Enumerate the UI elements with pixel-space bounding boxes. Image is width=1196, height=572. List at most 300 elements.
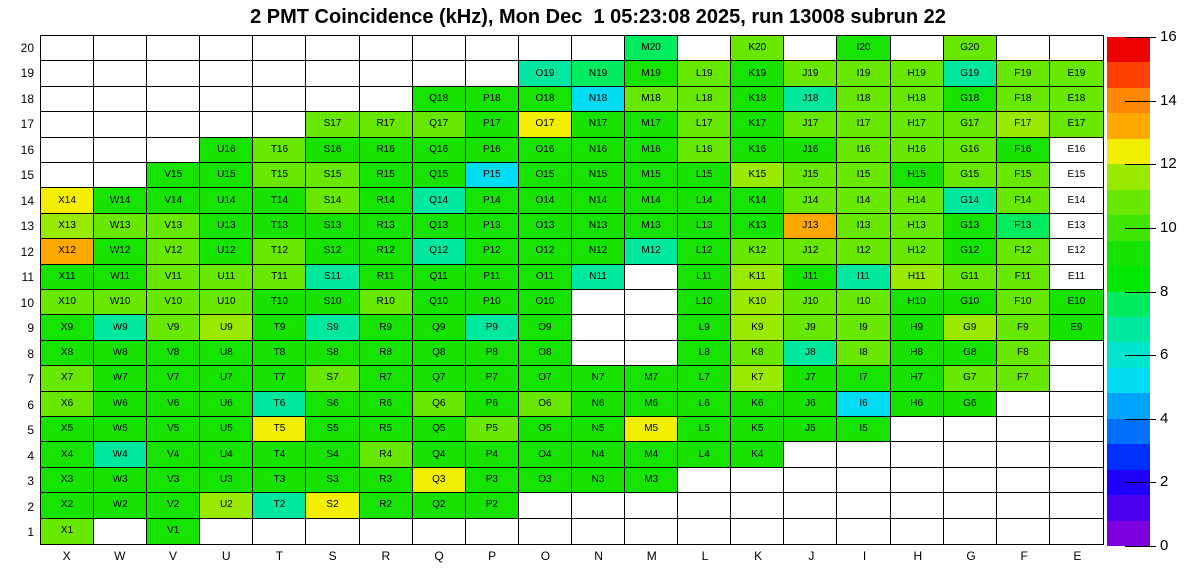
cell-label: F18 <box>1014 92 1032 104</box>
heatmap-cell <box>1050 112 1103 137</box>
heatmap-cell <box>784 87 837 112</box>
heatmap-cell <box>253 417 306 442</box>
cell-label: O6 <box>538 397 552 409</box>
heatmap-cell <box>519 366 572 391</box>
heatmap-cell <box>944 265 997 290</box>
heatmap-cell <box>731 112 784 137</box>
heatmap-cell <box>572 417 625 442</box>
cell-label: L7 <box>698 372 710 384</box>
col-label: N <box>594 549 603 563</box>
heatmap-cell <box>1050 468 1103 493</box>
heatmap-cell <box>360 417 413 442</box>
cell-label: E14 <box>1067 194 1086 206</box>
cell-label: R16 <box>376 143 395 155</box>
heatmap-cell <box>784 138 837 163</box>
heatmap-cell <box>360 112 413 137</box>
cell-label: I12 <box>856 245 871 257</box>
cell-label: U10 <box>217 296 236 308</box>
heatmap-cell <box>837 36 890 61</box>
cell-label: K5 <box>751 423 764 435</box>
heatmap-cell <box>784 188 837 213</box>
heatmap-cell <box>944 315 997 340</box>
heatmap-cell <box>1050 36 1103 61</box>
cell-label: R14 <box>376 194 395 206</box>
heatmap-cell <box>466 36 519 61</box>
row-label: 7 <box>27 372 34 387</box>
cell-label: X3 <box>60 473 74 485</box>
cell-label: E9 <box>1070 321 1083 333</box>
cell-label: J16 <box>802 143 819 155</box>
cell-label: T11 <box>271 270 288 282</box>
col-label: T <box>275 549 284 563</box>
heatmap-cell <box>678 138 731 163</box>
heatmap-cell <box>41 519 94 544</box>
cell-label: O11 <box>535 270 555 282</box>
heatmap-cell <box>41 163 94 188</box>
cell-label: K18 <box>748 92 767 104</box>
cell-label: K14 <box>748 194 767 206</box>
heatmap-cell <box>147 392 200 417</box>
cell-label: J10 <box>802 296 819 308</box>
heatmap-cell <box>466 214 519 239</box>
cell-label: Q16 <box>429 143 449 155</box>
heatmap-cell <box>200 239 253 264</box>
cell-label: S13 <box>323 219 342 231</box>
cell-label: N12 <box>588 245 608 257</box>
heatmap-cell <box>572 214 625 239</box>
heatmap-cell <box>360 138 413 163</box>
heatmap-cell <box>784 36 837 61</box>
col-label: H <box>913 549 923 563</box>
cell-label: M5 <box>644 423 659 435</box>
cell-label: F15 <box>1014 169 1032 181</box>
cell-label: R4 <box>379 448 393 460</box>
cell-label: F10 <box>1014 296 1032 308</box>
heatmap-cell <box>678 61 731 86</box>
heatmap-cell <box>306 519 359 544</box>
cell-label: I19 <box>856 67 871 79</box>
heatmap-cell <box>466 138 519 163</box>
colorbar-tick-label: 10 <box>1160 218 1177 236</box>
heatmap-cell <box>891 315 944 340</box>
cell-label: V13 <box>164 219 183 231</box>
heatmap-cell <box>997 392 1050 417</box>
cell-label: W9 <box>112 321 128 333</box>
colorbar-band <box>1107 317 1150 342</box>
cell-label: N5 <box>591 423 605 435</box>
heatmap-cell <box>837 214 890 239</box>
row-label: 9 <box>27 321 34 336</box>
heatmap-cell <box>784 442 837 467</box>
cell-label: T2 <box>273 499 286 511</box>
heatmap-cell <box>466 315 519 340</box>
heatmap-cell <box>891 239 944 264</box>
cell-label: T9 <box>273 321 286 333</box>
cell-label: T8 <box>273 346 286 358</box>
heatmap-cell <box>200 468 253 493</box>
cell-label: K8 <box>751 346 764 358</box>
heatmap-cell <box>572 188 625 213</box>
heatmap-cell <box>1050 214 1103 239</box>
cell-label: Q7 <box>432 372 446 384</box>
cell-label: K15 <box>748 169 767 181</box>
cell-label: I16 <box>856 143 871 155</box>
heatmap-cell <box>360 239 413 264</box>
heatmap-cell <box>253 61 306 86</box>
cell-label: O19 <box>535 67 555 79</box>
heatmap-cell <box>519 214 572 239</box>
colorbar-band <box>1107 62 1150 87</box>
heatmap-cell <box>944 61 997 86</box>
cell-label: P8 <box>485 346 498 358</box>
heatmap-cell <box>625 392 678 417</box>
heatmap-cell <box>94 442 147 467</box>
cell-label: S6 <box>326 397 339 409</box>
cell-label: N3 <box>591 473 605 485</box>
col-label: K <box>754 549 763 563</box>
cell-label: W7 <box>112 372 128 384</box>
cell-label: M12 <box>641 245 661 257</box>
heatmap-cell <box>519 290 572 315</box>
cell-label: O18 <box>535 92 555 104</box>
heatmap-cell <box>147 61 200 86</box>
cell-label: T10 <box>270 296 289 308</box>
heatmap-cell <box>306 87 359 112</box>
cell-label: J5 <box>805 423 816 435</box>
heatmap-cell <box>944 519 997 544</box>
colorbar-band <box>1107 113 1150 138</box>
heatmap-cell <box>200 112 253 137</box>
colorbar-tick-label: 8 <box>1160 282 1169 300</box>
heatmap-cell <box>678 112 731 137</box>
cell-label: R10 <box>376 296 395 308</box>
cell-label: F14 <box>1014 194 1032 206</box>
col-label: L <box>701 549 709 563</box>
cell-label: G12 <box>960 245 980 257</box>
heatmap-cell <box>891 366 944 391</box>
heatmap-cell <box>837 468 890 493</box>
cell-label: X10 <box>58 296 76 308</box>
cell-label: W5 <box>112 423 128 435</box>
cell-label: Q18 <box>429 92 449 104</box>
colorbar-band <box>1107 190 1150 215</box>
heatmap-cell <box>891 163 944 188</box>
cell-label: H10 <box>907 296 926 308</box>
heatmap-cell <box>678 366 731 391</box>
heatmap-cell <box>678 87 731 112</box>
heatmap-cell <box>944 163 997 188</box>
cell-label: G8 <box>963 346 977 358</box>
cell-label: I8 <box>859 346 868 358</box>
heatmap-cell <box>891 519 944 544</box>
cell-label: H11 <box>907 270 926 282</box>
heatmap-cell <box>413 493 466 518</box>
colorbar-tick <box>1125 355 1156 356</box>
cell-label: L6 <box>698 397 710 409</box>
cell-label: J13 <box>802 219 819 231</box>
heatmap-cell <box>837 519 890 544</box>
heatmap-cell <box>944 36 997 61</box>
cell-label: R2 <box>379 499 393 511</box>
heatmap-cell <box>306 239 359 264</box>
cell-label: H18 <box>907 92 926 104</box>
cell-label: O12 <box>535 245 555 257</box>
heatmap-cell <box>944 138 997 163</box>
col-label: X <box>62 549 71 563</box>
heatmap-cell <box>678 315 731 340</box>
colorbar-band <box>1107 419 1150 444</box>
cell-label: M7 <box>644 372 659 384</box>
cell-label: R13 <box>376 219 395 231</box>
heatmap-cell <box>625 188 678 213</box>
heatmap-cell <box>466 341 519 366</box>
heatmap-cell <box>625 417 678 442</box>
heatmap-cell <box>731 214 784 239</box>
heatmap-cell <box>625 468 678 493</box>
row-label: 2 <box>27 499 34 514</box>
heatmap-cell <box>519 239 572 264</box>
cell-label: S5 <box>326 423 339 435</box>
heatmap-cell <box>519 417 572 442</box>
cell-label: S7 <box>326 372 339 384</box>
cell-label: L10 <box>695 296 713 308</box>
cell-label: W13 <box>109 219 131 231</box>
heatmap-cell <box>572 519 625 544</box>
cell-label: S17 <box>323 118 342 130</box>
heatmap-cell <box>572 36 625 61</box>
heatmap-cell <box>731 315 784 340</box>
col-label: U <box>221 549 231 563</box>
colorbar-band <box>1107 393 1150 418</box>
heatmap-cell <box>306 214 359 239</box>
cell-label: T6 <box>273 397 286 409</box>
cell-label: E16 <box>1067 143 1086 155</box>
heatmap-cell <box>1050 366 1103 391</box>
heatmap-cell <box>306 315 359 340</box>
heatmap-cell <box>572 163 625 188</box>
heatmap-cell <box>94 366 147 391</box>
cell-label: T13 <box>270 219 289 231</box>
cell-label: I18 <box>856 92 871 104</box>
heatmap-cell <box>572 468 625 493</box>
heatmap-cell <box>360 366 413 391</box>
heatmap-cell <box>41 265 94 290</box>
cell-label: J17 <box>802 118 819 130</box>
heatmap-cell <box>41 239 94 264</box>
cell-label: K6 <box>751 397 764 409</box>
cell-label: N19 <box>588 67 608 79</box>
cell-label: N13 <box>588 219 608 231</box>
cell-label: M18 <box>641 92 661 104</box>
cell-label: Q6 <box>432 397 446 409</box>
cell-label: E12 <box>1067 245 1086 257</box>
heatmap-cell <box>147 290 200 315</box>
heatmap-cell <box>519 493 572 518</box>
heatmap-cell <box>41 214 94 239</box>
cell-label: H7 <box>910 372 924 384</box>
heatmap-cell <box>306 468 359 493</box>
heatmap-cell <box>997 214 1050 239</box>
heatmap-cell <box>891 61 944 86</box>
cell-label: O15 <box>535 169 555 181</box>
cell-label: X12 <box>58 245 76 257</box>
heatmap-cell <box>306 36 359 61</box>
cell-label: I10 <box>856 296 871 308</box>
heatmap-cell <box>360 61 413 86</box>
heatmap-cell <box>94 87 147 112</box>
col-label: Q <box>434 549 444 563</box>
heatmap-cell <box>731 366 784 391</box>
heatmap-cell <box>41 87 94 112</box>
cell-label: T16 <box>270 143 289 155</box>
cell-label: P3 <box>485 473 498 485</box>
cell-label: G18 <box>960 92 980 104</box>
cell-label: W10 <box>109 296 131 308</box>
heatmap-cell <box>41 493 94 518</box>
heatmap-cell <box>731 341 784 366</box>
cell-label: P17 <box>482 118 501 130</box>
cell-label: X8 <box>60 346 74 358</box>
heatmap-cell <box>466 163 519 188</box>
cell-label: I15 <box>856 169 871 181</box>
heatmap-cell <box>306 163 359 188</box>
heatmap-cell <box>41 468 94 493</box>
heatmap-cell <box>413 214 466 239</box>
heatmap-cell <box>625 87 678 112</box>
heatmap-cell <box>572 341 625 366</box>
heatmap-cell <box>306 188 359 213</box>
cell-label: L4 <box>698 448 710 460</box>
heatmap-cell <box>306 392 359 417</box>
heatmap-cell <box>572 366 625 391</box>
heatmap-cell <box>837 138 890 163</box>
cell-label: V5 <box>167 423 180 435</box>
heatmap-cell <box>731 87 784 112</box>
heatmap-cell <box>94 112 147 137</box>
col-label: F <box>1020 549 1028 563</box>
cell-label: I9 <box>859 321 868 333</box>
cell-label: J6 <box>805 397 816 409</box>
heatmap-cell <box>891 188 944 213</box>
heatmap-cell <box>678 392 731 417</box>
heatmap-cell <box>253 138 306 163</box>
cell-label: U9 <box>219 321 233 333</box>
row-label: 8 <box>27 346 34 361</box>
cell-label: M6 <box>644 397 659 409</box>
heatmap-cell <box>1050 61 1103 86</box>
cell-label: J11 <box>802 270 819 282</box>
cell-label: U3 <box>219 473 233 485</box>
heatmap-cell <box>360 442 413 467</box>
heatmap-cell <box>625 138 678 163</box>
heatmap-cell <box>891 290 944 315</box>
colorbar-band <box>1107 292 1150 317</box>
cell-label: S9 <box>326 321 339 333</box>
cell-label: J14 <box>802 194 819 206</box>
cell-label: S11 <box>324 270 342 282</box>
heatmap-cell <box>253 519 306 544</box>
heatmap-cell <box>466 417 519 442</box>
colorbar-tick-label: 16 <box>1160 28 1177 45</box>
heatmap-cell <box>413 468 466 493</box>
heatmap-cell <box>200 493 253 518</box>
heatmap-cell <box>997 519 1050 544</box>
cell-label: V3 <box>167 473 180 485</box>
col-label: E <box>1073 549 1082 563</box>
heatmap-cell <box>1050 239 1103 264</box>
cell-label: X4 <box>60 448 74 460</box>
heatmap-cell <box>678 188 731 213</box>
heatmap-cell <box>94 239 147 264</box>
heatmap-cell <box>253 87 306 112</box>
heatmap-cell <box>837 417 890 442</box>
cell-label: V7 <box>167 372 180 384</box>
heatmap-cell <box>784 493 837 518</box>
heatmap-cell <box>678 468 731 493</box>
heatmap-cell <box>625 290 678 315</box>
cell-label: V10 <box>164 296 183 308</box>
cell-label: Q17 <box>429 118 449 130</box>
heatmap-cell <box>944 341 997 366</box>
cell-label: I14 <box>856 194 871 206</box>
heatmap-cell <box>94 315 147 340</box>
heatmap-cell <box>572 112 625 137</box>
heatmap-cell <box>891 493 944 518</box>
heatmap-cell <box>625 265 678 290</box>
cell-label: W3 <box>112 473 128 485</box>
cell-label: W11 <box>110 270 131 282</box>
cell-label: F8 <box>1017 346 1029 358</box>
cell-label: O14 <box>535 194 555 206</box>
heatmap-cell <box>147 417 200 442</box>
heatmap-cell <box>466 290 519 315</box>
heatmap-cell <box>997 417 1050 442</box>
cell-label: U6 <box>219 397 233 409</box>
heatmap-cell <box>200 519 253 544</box>
heatmap-cell <box>413 61 466 86</box>
heatmap-cell <box>784 163 837 188</box>
heatmap-cell <box>94 468 147 493</box>
cell-label: W2 <box>112 499 128 511</box>
heatmap-cell <box>41 392 94 417</box>
cell-label: R5 <box>379 423 393 435</box>
heatmap-cell <box>94 493 147 518</box>
cell-label: T7 <box>273 372 286 384</box>
cell-label: U2 <box>219 499 233 511</box>
colorbar-tick-label: 0 <box>1160 537 1169 554</box>
heatmap-cell <box>200 442 253 467</box>
cell-label: X5 <box>60 423 74 435</box>
heatmap-cell <box>731 519 784 544</box>
heatmap-cell <box>41 341 94 366</box>
cell-label: E18 <box>1067 92 1086 104</box>
heatmap-cell <box>253 315 306 340</box>
cell-label: H12 <box>907 245 926 257</box>
cell-label: F9 <box>1017 321 1029 333</box>
heatmap-cell <box>837 112 890 137</box>
cell-label: Q14 <box>429 194 449 206</box>
heatmap-cell <box>306 442 359 467</box>
heatmap-cell <box>784 468 837 493</box>
cell-label: N6 <box>591 397 605 409</box>
heatmap-cell <box>41 36 94 61</box>
cell-label: G13 <box>960 219 980 231</box>
heatmap-cell <box>678 417 731 442</box>
heatmap-cell <box>519 265 572 290</box>
cell-label: F11 <box>1014 270 1032 282</box>
heatmap-cell <box>147 36 200 61</box>
cell-label: G15 <box>960 169 980 181</box>
